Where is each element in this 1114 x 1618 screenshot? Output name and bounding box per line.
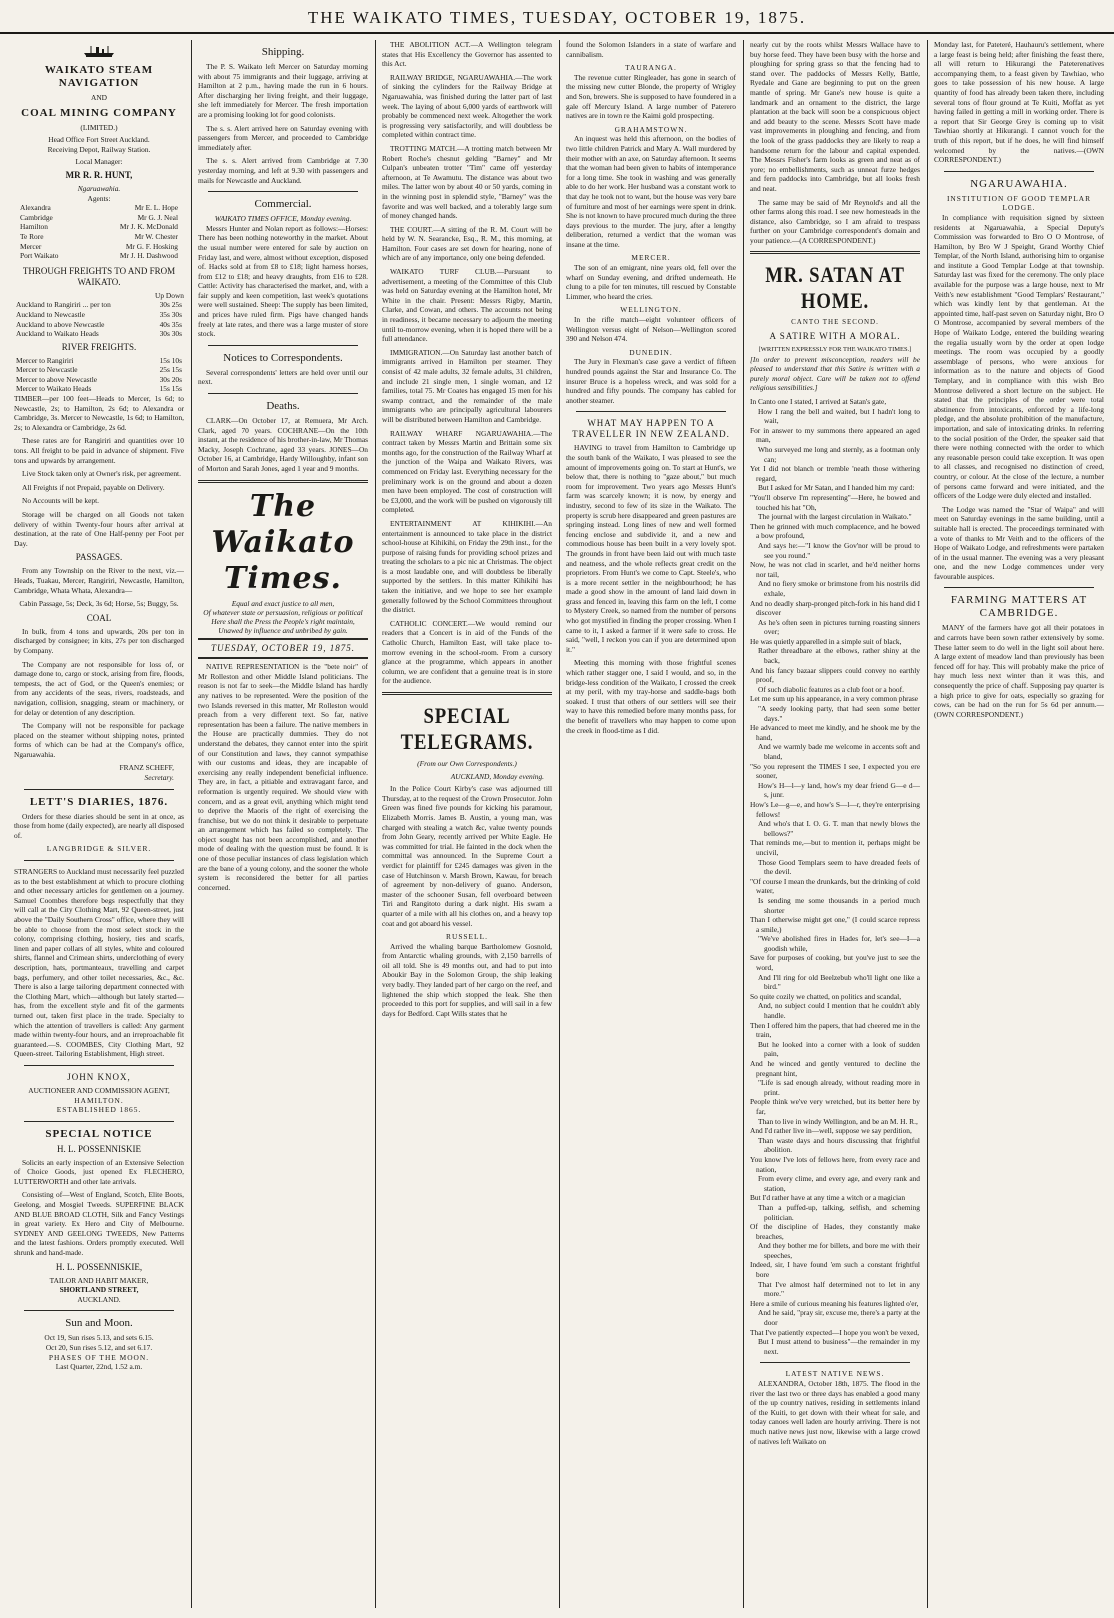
special-notice-title: SPECIAL NOTICE <box>45 1127 153 1140</box>
news-item: RAILWAY WHARF NGARUAWAHIA.—The contract taken by Messrs Martin and Brittain some six months ago, for the construction of the Railway Wharf at the junction of the Waipa and Waikato Rivers, was commenced on Friday last. Everything necessary for the preliminary work is on the ground and about a dozen men have been employed. The cost of construction will be £3,000, and the work will be pushed on vigorously till completed. <box>382 428 552 515</box>
poem-line: Then he grinned with much complacence, and he bowed a bow profound, <box>750 521 920 541</box>
freight-paid-note: All Freights if not Prepaid, payable on Delivery. <box>22 482 165 492</box>
poem-line: But I must attend to business"—the remainder in my next. <box>758 1337 920 1356</box>
column-rule <box>191 40 192 1608</box>
poem-line: Save for purposes of cooking, but you've just to see the word, <box>750 953 920 973</box>
news-item: THE ABOLITION ACT.—A Wellington telegram states that His Excellency the Governor has assented to this Act. <box>382 40 552 69</box>
sun-line: Last Quarter, 22nd, 1.52 a.m. <box>55 1362 143 1372</box>
agent-row: Hamilton Mr J. K. McDonald <box>20 222 178 232</box>
possenniskie-text: Solicits an early inspection of an Extensive Selection of Choice Goods, just opened Ex FLECHERO, LUTTERWORTH and other late arrivals. <box>14 1157 184 1186</box>
poem-line: Yet I did not blanch or tremble 'neath those withering regard, <box>750 464 920 483</box>
news-item: CATHOLIC CONCERT.—We would remind our readers that a Concert is in aid of the Funds of the Catholic Church, Hamilton East, will take place to-morrow evening in the school-room. From a cursory glance at the programme, which appears in another column, we are confident that a genuine treat is in store for the audience. <box>382 618 552 686</box>
column-rule <box>743 40 744 1608</box>
divider <box>944 587 1094 588</box>
agent-row: Cambridge Mr G. J. Neal <box>20 212 178 222</box>
poem-line: How I rang the bell and waited, but I hadn't long to wait, <box>758 406 920 426</box>
poem-line: And his fancy bazaar slippers could convey no earthly proof, <box>750 665 920 685</box>
freight-row: Auckland to Rangiriri ... per ton 30s 25s <box>16 300 182 310</box>
possenniskie-street: SHORTLAND STREET, <box>59 1285 139 1295</box>
auckland-dateline: AUCKLAND, Monday evening. <box>450 771 544 781</box>
leader-article: NATIVE REPRESENTATION is the "bete noir" of Mr Rolleston and other Middle Island politicians. The reason is not far to seek—the Middle Island has hardly any natives to be represented. Were the position of the two Islands reversed in this matter, Mr Rolleston would preach from a very different text. So far, native representation has been a failure. The native members in the House are practically dummies. They do not understand the debates, they cannot enter into the spirit of our Constitution and laws, they cannot sympathise with our customs and ideas, they are incapable of exercising any really independent beneficial influence. They are, in fact, a pitiable and extravagant farce, and reformation is urgently required. We should view with concern, and as a great evil, anything which might tend to deprive the Maoris of the right of exercising the franchise, but we do not think it desirable to perpetuate an arrangement which has failed so completely. The object sought has not been accomplished, and another mode of dealing with the question must be found. It is one of those peculiar instances of class legislation which are the bane of a young colony, and the sooner the whole system is reconsidered the better for all parties concerned. <box>198 662 368 892</box>
divider <box>208 191 358 192</box>
notices-title: Notices to Correspondents. <box>223 351 343 364</box>
deaths-title: Deaths. <box>266 400 300 413</box>
company-title-2: COAL MINING COMPANY <box>21 106 177 119</box>
poem-line: "Of course I mean the drunkards, but the drinking of cold water, <box>750 876 920 896</box>
divider <box>382 692 552 695</box>
poem-line: "So you represent the TIMES I see, I expected you ere sooner, <box>750 761 920 781</box>
poem-line: Is sending me some thousands in a period much shorter <box>758 895 920 915</box>
shipping-item: The s. s. Alert arrived here on Saturday evening with passengers from Mercer, and proceeded to Cambridge immediately after. <box>198 123 368 152</box>
no-accounts-note: No Accounts will be kept. <box>22 496 99 506</box>
deaths-text: CLARK—On October 17, at Remuera, Mr Arch. Clark, aged 70 years. COCHRANE—On the 10th instant, at the residence of his brother-in-law, Mr Thomas Macky, Joseph Cochrane, aged 33 years. JONES—On October 16, at Cambridge, Hardy Willoughby, infant son of Morton and Sarah Jones, aged 1 year and 9 months. <box>198 416 368 473</box>
poem-line: And he said, "pray sir, excuse me, there's a party at the door <box>758 1308 920 1328</box>
column-3 <box>382 40 552 1608</box>
news-item: RAILWAY BRIDGE, NGARUAWAHIA.—The work of sinking the cylinders for the Railway Bridge at Ngaruawahia, was finished during the latter part of last week. The laying of about 6,000 yards of earthwork will probably be commenced next week. Altogether the work is progressing very satisfactorily, and will doubtless be completed within contract time. <box>382 72 552 140</box>
poem-line: As he's often seen in pictures turning roasting sinners over; <box>758 617 920 637</box>
divider <box>198 638 368 640</box>
shipping-title: Shipping. <box>261 46 305 58</box>
sun-moon-title: Sun and Moon. <box>65 1317 133 1330</box>
sun-line: Oct 19, Sun rises 5.13, and sets 6.15. <box>44 1333 154 1343</box>
masthead-title: THE WAIKATO TIMES, TUESDAY, OCTOBER 19, 1875. <box>307 8 807 27</box>
shipping-item: The s. s. Alert arrived from Cambridge at 7.30 yesterday morning, and left at 9.30 with passengers and mails for Newcastle and Auckland. <box>198 156 368 185</box>
news-item: found the Solomon Islanders in a state of warfare and cannibalism. <box>566 40 736 59</box>
news-item: THE COURT.—A sitting of the R. M. Court will be held by W. N. Searancke, Esq., R. M., this morning, at Hamilton. Four cases are set down for hearing, none of which are of any importance, only one being defended. <box>382 224 552 263</box>
paper-nameplate: The Waikato Times. <box>211 488 355 596</box>
not-responsible-text: The Company will not be responsible for package placed on the steamer without shipping notes, printed forms of which can be had at the Company's office, Ngaruawahia. <box>14 721 184 759</box>
ngaruawahia-text: The Lodge was named the "Star of Waipa" and will meet on Saturday evenings in the same building, until a suitable hall is erected. The proceedings terminated with a vote of thanks to Mr Veith and to the officers of the Hope of Waikato Lodge, and refreshments were partaken of in the usual manner. The evening was a very pleasant one, and the new Lodge commences under very favourable auspices. <box>934 504 1104 581</box>
poem-line: And they bother me for billets, and bore me with their speeches, <box>758 1241 920 1260</box>
livestock-note: Live Stock taken only at Owner's risk, per agreement. <box>22 469 181 479</box>
freight-row: Mercer to Rangiriri 15s 10s <box>16 355 182 365</box>
storage-note: Storage will be charged on all Goods not taken delivery of within Twenty-four hours after arrival at destination, at the rate of One Half-penny per Foot per Day. <box>14 510 184 548</box>
mercer-text: The son of an emigrant, nine years old, fell over the wharf on Sunday evening, and drifted underneath. He clung to a pile for ten minutes, till rescued by Constable Limmer, who heard the cries. <box>566 263 736 301</box>
divider <box>208 345 358 346</box>
news-item: TROTTING MATCH.—A trotting match between Mr Robert Roche's chesnut gelding "Barney" and Mr Culpan's unbeaten trotter "Tim" came off yesterday afternoon, at Te Awamutu. The distance was about two miles. The latter won by about 40 or 50 yards, coming in in the winning post in splendid style, "Barney" was the favorite and was well backed, and a tolerably large sum of money changed hands. <box>382 143 552 221</box>
letts-signature: LANGBRIDGE & SILVER. <box>46 844 152 854</box>
secretary-name: FRANZ SCHEFF, <box>119 763 174 773</box>
poem-line: He advanced to meet me kindly, and he shook me by the hand, <box>750 723 920 742</box>
telegrams-title: SPECIAL TELEGRAMS. <box>400 703 534 754</box>
poem-line: Of such diabolic features as a club foot or a hoof. <box>758 684 904 694</box>
poem-line: The journal with the largest circulation in Waikato." <box>758 512 912 522</box>
poem-line: But I asked for Mr Satan, and I handed him my card: <box>758 483 915 493</box>
letts-text: Orders for these diaries should be sent in at once, as those from home (daily expected), are nearly all disposed of. <box>14 811 184 840</box>
issue-date: TUESDAY, OCTOBER 19, 1875. <box>210 642 356 653</box>
column-rule <box>375 40 376 1608</box>
poem-line: That I've patiently expected—I hope you won't be vexed, <box>750 1327 920 1337</box>
poem <box>750 397 920 1356</box>
divider <box>24 860 174 861</box>
knox-name: JOHN KNOX, <box>67 1071 131 1082</box>
column-rule <box>927 40 928 1608</box>
divider <box>198 480 368 483</box>
ngaruawahia-title: NGARUAWAHIA. <box>970 177 1068 190</box>
poem-line: Who surveyed me long and sternly, as a footman only can; <box>758 445 920 464</box>
tauranga-title: TAURANGA. <box>625 63 677 73</box>
dunedin-title: DUNEDIN. <box>629 347 673 357</box>
notices-text: Several correspondents' letters are held over until our next. <box>198 367 368 387</box>
poem-line: But he looked into a corner with a look of sudden pain, <box>758 1039 920 1059</box>
ngaruawahia-text: In compliance with requisition signed by sixteen residents at Ngaruawahia, a Special Deputy's Commission was forwarded to Bro O O Montrose, of Hamilton, by Bro W J Speight, Grand Worthy Chief Templar, of the North Island, authorising him to organise and institute a Good Templar Lodge at that township. Saturday last was fixed for the ceremony. The only place available for the purpose was a large house, next to Mr Veith's new establishment "Good Templars' Restaurant," which was kindly lent by that gentleman. At the appointed time, half-past seven on Saturday night, Bro O O Montrose, accompanied by several members of the Hope of Waikato Lodge, entered the building wearing the regalia usually worn by the order at open lodge meetings. The room was occupied by a goodly assemblage of persons, who were anxious for information as to the nature and objects of Good Templary, and in compliance with this wish Bro Montrose delivered a short lecture on the subject. He stated that the principles of the order were total abstinence from intoxicants, enforced by a life-long pledge, and the absolute prohibition of the manufacture, importation, and sale of intoxicating drinks. In referring to the social position of the Order, the speaker said that there were nothing connected with the order to which any reasonable person could take exception. It was open to all classes, and recognised no distinction of creed, country, or colour. At the close of the lecture, a number of persons came forward and were initiated, and the officers of the Lodge were duly elected and installed. <box>934 212 1104 501</box>
freight-row: Auckland to Waikato Heads 30s 30s <box>16 329 182 339</box>
strangers-ad: STRANGERS to Auckland must necessarily feel puzzled as to the best establishment at which to procure clothing and other necessary articles for gentlemen on a journey. Samuel Coombes therefore begs respectfully that they will call at the City Clothing Mart, 92 Queen-street, just above the "Daily Southern Cross" office, where they will be able to choose from the most select stock in the colony, comprising clothing, hosiery, ties and scarfs, linen and paper collars of all styles, white and coloured shirts, flannel and Crimean shirts, underclothing of every description, hats, portmanteaux, travelling and carpet bags, perfumery, and other toilet necessaries, &c., &c. There is also a large tailoring department connected with the Clothing Mart, which—although but lately started—has, from the excellent style and fit of the garments turned out, taken first place in the trade. Specialty to which the attention of travellers is called: Any garment made within twenty-four hours, and an irreproachable fit guaranteed.—S. COOMBES, City Clothing Mart, 92 Queen-street. Tailoring Establishment, High street. <box>14 867 184 1059</box>
poem-line: "You'll observe I'm representing"—Here, he bowed and touched his hat "Oh, <box>750 492 920 512</box>
freight-row: Mercer to Newcastle 25s 15s <box>16 365 182 375</box>
poem-line: Than I otherwise might get one," (I could scarce repress a smile,) <box>750 915 920 934</box>
column-5 <box>750 40 920 1608</box>
company-title: WAIKATO STEAM NAVIGATION <box>44 64 154 89</box>
rates-note: These rates are for Rangiriri and quantities over 10 tons. All freight to be paid in advance of shipment. Five tons and upwards by arrangement. <box>14 436 184 465</box>
poem-line: And no fiery smoke or brimstone from his nostrils did exhale, <box>758 579 920 598</box>
poem-line: Of the discipline of Hades, they constantly make breaches, <box>750 1222 920 1241</box>
divider <box>24 1310 174 1311</box>
possenniskie-name-2: H. L. POSSENNISKIE, <box>55 1261 143 1272</box>
poem-line: You know I've lots of fellows here, from every race and nation, <box>750 1154 920 1174</box>
secretary-title: Secretary. <box>144 773 174 783</box>
river-freights-title: RIVER FREIGHTS. <box>61 341 137 352</box>
column-6 <box>934 40 1104 1608</box>
mercer-title: MERCER. <box>631 253 671 263</box>
russell-title: RUSSELL. <box>446 932 488 942</box>
wellington-text: In the rifle match—eight volunteer officers of Wellington versus eight of Nelson—Wellington scored 390 and Nelson 474. <box>566 315 736 344</box>
divider <box>24 1065 174 1066</box>
poem-line: And who's that I. O. G. T. man that newly blows the bellows?" <box>758 819 920 838</box>
receiving-depot: Receiving Depot, Railway Station. <box>47 144 151 154</box>
poem-line: He was quietly apparelled in a simple suit of black, <box>750 636 902 646</box>
cabin-fares: Cabin Passage, 5s; Deck, 3s 6d; Horse, 5s; Buggy, 5s. <box>19 599 179 609</box>
sun-line: Oct 20, Sun rises 5.12, and set 6.17. <box>45 1343 153 1352</box>
columns <box>14 40 1104 1608</box>
satan-note: [In order to prevent misconception, readers will be pleased to understand that this Satire is written with a purely moral object. Care will be taken not to offend religious sensibilities.] <box>750 354 920 393</box>
commercial-office: WAIKATO TIMES OFFICE, Monday evening. <box>214 214 352 224</box>
freight-row: Mercer to above Newcastle 30s 20s <box>16 374 182 384</box>
grahamstown-text: An inquest was held this afternoon, on the bodies of two little children Patrick and Mary A. Wall murdered by their mother with an axe, on Saturday afternoon. It seems that the woman had been given to habits of intemperance for a long time. She took in washing and was generally able to do her work. Her husband was a constant work to that day he took not to want, but the house was very bare of furniture and most of her earnings were spent in drink. She is not known to have procured much during the three days previous to the murder. The jury, after a lengthy deliberation, returned a verdict that the woman was insane at the time. <box>566 134 736 249</box>
telegram-text: In the Police Court Kirby's case was adjourned till Thursday, at to the request of the Crown Prosecutor. John Green was fined five pounds for kicking his paramour, Elizabeth Morris. James B. Austin, a young man, was charged with stealing a watch &c, value twenty pounds from John Geary, recently arrived per White Eagle. He was committed for trial. He fainted in the dock when the committal was announced. In the Supreme Court a verdict for plaintiff for £245 damages was given in the case of Hutchinson v. Marsh Brown, Kawau, for breach of agreement by non-delivery of guano. Anderson, master of the schooner Susan, fell overboard between Tiri and Rangitoto during a dark night. His swam a quarter of a mile with all his clothes on, and a heavy top coat and got aboard his vessel. <box>382 784 552 928</box>
motto-line: Of whatever state or persuasion, religious or political <box>203 607 363 617</box>
timber-rates: TIMBER—per 100 feet—Heads to Mercer, 1s 6d; to Newcastle, 2s; to Hamilton, 2s 6d; to Alexandra or Cambridge, 3s. Mercer to Newcastle, 1s 6d; to Hamilton, 2s; to Alexandra or Cambridge, 2s 6d. <box>14 394 184 432</box>
poem-line: How's Le—g—e, and how's S—l—r, they're enterprising fellows! <box>750 799 920 819</box>
divider <box>24 789 174 790</box>
coal-title: COAL <box>86 612 112 623</box>
freight-row: Auckland to Newcastle 35s 30s <box>16 309 182 319</box>
traveller-text: Meeting this morning with those frightful scenes which rather stagger one, I said I would, and so, in the bridge-less condition of the Waikato, I crossed the creek at my peril, with my tray-horse and saddle-bags both soaked. I trust that others of our settlers will see their way to have this remedied before many months pass, for the benefit of travellers who may happen to come upon the creek in flood-time as I did. <box>566 658 736 735</box>
motto-line: Here shall the Press the People's right maintain, <box>211 616 355 626</box>
poem-line: Those Good Templars seem to have dreaded feels of the devil. <box>758 857 920 877</box>
farming-title: FARMING MATTERS AT CAMBRIDGE. <box>950 594 1088 620</box>
poem-line: Then I offered him the papers, that had cheered me in the train, <box>750 1020 920 1040</box>
knox-title: AUCTIONEER AND COMMISSION AGENT, <box>28 1085 170 1095</box>
agent-row: Port Waikato Mr J. H. Dashwood <box>20 251 178 261</box>
sun-line: PHASES OF THE MOON. <box>48 1352 150 1362</box>
divider <box>24 1121 174 1122</box>
freights-cols: Up Down <box>155 290 184 300</box>
knox-place: HAMILTON. <box>74 1095 124 1105</box>
grahamstown-title: GRAHAMSTOWN. <box>614 124 688 134</box>
poem-line: Here a smile of curious meaning his features lighted o'er, <box>750 1298 919 1308</box>
telegrams-subtitle: (From our Own Correspondents.) <box>417 759 517 768</box>
dunedin-text: The Jury in Flexman's case gave a verdict of fifteen hundred pounds against the Star and Insurance Co. The insurer Bruce is a hopeless wreck, and was sold for a hundred and fifty pounds. The company has cabled for another steamer. <box>566 357 736 405</box>
poem-line: Than a puffed-up, talking, selfish, and scheming politician. <box>758 1202 920 1222</box>
shipping-item: The P. S. Waikato left Mercer on Saturday morning with about 75 immigrants and their luggage, arriving at Hamilton at 2 p.m., having made the run in 6 hours. After discharging her living freight, and their luggage, she left immediately for Mercer. The fresh importation are a promising looking lot for good colonists. <box>198 62 368 119</box>
commercial-text: Messrs Hunter and Nolan report as follows:—Horses: There has been nothing noteworthy in the market. About the usual number were entered for sale by auction on Friday last, and were, almost without exception, disposed of. Hacks sold at from £8 to £18; light harness horses, from £12 to £18; and heavy draughts, from £16 to £28. Cattle: Activity has characterised the market, and, with a fair supply and keen competition, last week's quotations were well sustained. Sheep: The supply has been limited, and prices have ruled firm. Pigs have changed hands freely at late rates, and there was a large muster of store stock. <box>198 223 368 339</box>
motto-line: Equal and exact justice to all men, <box>231 598 335 608</box>
possenniskie-goods: Consisting of—West of England, Scotch, Elite Boots, Geelong, and Mosgiel Tweeds. SUPERFINE BLACK AND BLUE BROAD CLOTH, Silk and Fancy Vestings in great variety. Ex Hero and City of Melbourne. SYDNEY AND GEELONG TWEEDS, New Patterns and the latest fashions. Orders promptly executed. Well shrunk and hand-made. <box>14 1190 184 1258</box>
freight-row: Mercer to Waikato Heads 15s 15s <box>16 384 182 394</box>
motto-line: Unawed by influence and unbribed by gain. <box>218 625 348 635</box>
coal-text: In bulk, from 4 tons and upwards, 20s per ton in discharged by consignee; in kits, 27s per ton discharged by Company. <box>14 626 184 655</box>
divider <box>944 171 1094 172</box>
poem-line: And he winced and gently ventured to decline the pregnant hint, <box>750 1059 920 1078</box>
satan-canto: CANTO THE SECOND. <box>791 318 879 327</box>
agent-row: Mercer Mr G. F. Hosking <box>20 241 178 251</box>
head-office: Head Office Fort Street Auckland. <box>48 135 150 145</box>
poem-line: "Life is sad enough already, without reading more in print. <box>758 1078 920 1097</box>
page-masthead <box>0 8 1114 34</box>
divider <box>576 411 726 412</box>
poem-line: "A seedy looking party, that had seen some better days." <box>758 704 920 723</box>
column-4 <box>566 40 736 1608</box>
poem-line: And no deadly sharp-pronged pitch-fork in his hand did I discover <box>750 598 920 618</box>
poem-line: How's H—l—y land, how's my dear friend G—e d—s, junr. <box>758 780 920 800</box>
satan-written: [WRITTEN EXPRESSLY FOR THE WAIKATO TIMES.] <box>758 346 912 354</box>
divider <box>208 393 358 394</box>
news-item: The same may be said of Mr Reynold's and all the other farms along this road. I see new homesteads in the distance, also Cambridge, so I am afraid to trespass further on your Cambridge correspondent's domain and your patience.—(A CORRESPONDENT.) <box>750 197 920 245</box>
poem-line: That reminds me,—but to mention it, perhaps might be uncivil, <box>750 838 920 857</box>
tauranga-text: The revenue cutter Ringleader, has gone in search of the missing new cutter Blonde, the property of Wrigley and Son, brewers. She is supposed to have foundered in a gale off Mercury Island. A large number of Paterero natives are in town re the Kaimi gold prospecting. <box>566 72 736 121</box>
agents-list <box>14 203 184 261</box>
news-item: ENTERTAINMENT AT KIHIKIHI.—An entertainment is announced to take place in the district school-house at Kihikihi, on Friday the 29th inst., for the purpose of raising funds for providing school prizes and treating the scholars to a pic nic at Christmas. The object is a most laudable one, and will doubtless be liberally supported by the settlers. In this matter Kihikihi has taken the initiative, and we hope to see her example generally followed by the School Committees throughout the district. <box>382 518 552 615</box>
letts-title: LETT'S DIARIES, 1876. <box>29 795 169 808</box>
poem-line: Let me sum up his appearance, in a very common phrase <box>750 694 919 704</box>
knox-established: ESTABLISHED 1865. <box>56 1105 142 1115</box>
poem-line: For in answer to my summons there appeared an aged man, <box>750 425 920 445</box>
poem-line: Than to live in windy Wellington, and be an M. H. R., <box>758 1116 918 1126</box>
poem-line: And says he:—"I know the Gov'nor will be proud to see you round." <box>758 540 920 560</box>
freight-row: Auckland to above Newcastle 40s 35s <box>16 319 182 329</box>
column-1 <box>14 40 184 1608</box>
poem-line: And we warmly bade me welcome in accents soft and bland, <box>758 742 920 761</box>
possenniskie-name: H. L. POSSENNISKIE <box>56 1143 141 1154</box>
poem-line: That I've almost half determined not to let in any more." <box>758 1279 920 1299</box>
freights-title: THROUGH FREIGHTS TO AND FROM WAIKATO. <box>22 265 176 287</box>
poem-line: "We've abolished fires in Hades for, let's see—I—a goodish while, <box>758 934 920 953</box>
news-item: IMMIGRATION.—On Saturday last another batch of immigrants arrived in Hamilton per steamer. They consist of 42 male adults, 32 female adults, 31 children, and include 21 single men, 1 single woman, and 12 families, total 75. Mr Coates has engaged 15 men for his swamp contract, and the remainder of the male immigrants who are principally agricultural labourers will be distributed between Hamilton and Cambridge. <box>382 347 552 424</box>
news-item: Monday last, for Pateteré, Hauhauru's settlement, where a large feast is being held; after finishing the feast there, all will return to Hikurangi the Pateterenatives accompanying them, to a feast given by Tawhiao, who goes to take possession of his new house. A large quantity of food has already been taken there, including several tons of flour ground at Te Kuiti, Moffat as yet having failed in getting a mill in working order. There is a report that Sir George Grey is coming up to visit Tawhiao shortly at Hikurangi. I cannot vouch for the truth of this report, but if he does, he will find himself welcomed by the natives.—(OWN CORRESPONDENT.) <box>934 40 1104 165</box>
passages-title: PASSAGES. <box>75 552 123 563</box>
company-and: AND <box>90 93 107 102</box>
poem-line: Indeed, sir, I have found 'em such a constant frightful bore <box>750 1260 920 1280</box>
divider <box>750 251 920 254</box>
agent-row: Alexandra Mr E. L. Hope <box>20 203 178 213</box>
poem-line: From every clime, and every age, and every rank and station, <box>758 1174 920 1193</box>
divider <box>198 657 368 659</box>
column-rule <box>559 40 560 1608</box>
poem-line: Rather threadbare at the elbows, rather shiny at the back, <box>758 646 920 666</box>
wellington-title: WELLINGTON. <box>620 305 682 315</box>
poem-line: And I'd rather live in—well, suppose we say perdition, <box>750 1126 912 1136</box>
poem-line: But I'd rather have at any time a witch or a magician <box>750 1193 906 1203</box>
local-manager-place: Ngaruawahia. <box>77 183 121 193</box>
company-limited: (LIMITED.) <box>80 122 118 132</box>
poem-line: Now, he was not clad in scarlet, and he'd neither horns nor tail, <box>750 560 920 579</box>
poem-line: Than waste days and hours discussing that frightful abolition. <box>758 1135 920 1155</box>
agent-row: Te Rore Mr W. Chester <box>20 231 178 241</box>
traveller-text: HAVING to travel from Hamilton to Cambridge up the south bank of the Waikato, I was pleased to see the amount of improvements going on. To start at Hunt's, we below that, there is nothing to "gaze about," but much room for improvement. Two years ago Messrs Hunt's farm was scarcely known; it is now, by energy and industry, second to few of its size in the Waikato. The property is scrub here disappeared and green pastures are springing instead. Long lines of new and well formed fencing enclose and subdivide it, and a new and commodious house has been built in a very lovely spot. The grounds in front have been laid out with much taste and neatness, and the whole reflects great credit on the proprietors. From Hunt's we come to Capt. Steele's, who is a more recent settler in the neighbourhood; he has made a good show in the amount of land laid down in grass and fenced in, leaving this farm on the left, I come to Mystery Creek, so named from the number of persons who got mystified in finding the proper crossing. When I came to it, I asked a farmer if it were safe to cross. He said, "well, I reckon you can if you are determined upon it." <box>566 443 736 654</box>
steamship-icon <box>82 44 116 60</box>
poem-line: In Canto one I stated, I arrived at Satan's gate, <box>750 397 887 407</box>
poem-line: And I'll ring for old Beelzebub who'll light one like a bird." <box>758 972 920 992</box>
poem-line: People think we've very wretched, but its better here by far, <box>750 1097 920 1116</box>
liability-text: The Company are not responsible for loss of, or damage done to, cargo or stock, arising from fire, floods, tempests, the act of God, or the Queen's enemies; or from any accidents of the seas, rivers, roadsteads, and navigation, collision, snagging, steam or machinery, or for delay or detention of any description. <box>14 659 184 717</box>
native-news-title: LATEST NATIVE NEWS. <box>785 1369 885 1379</box>
poem-line: And, no subject could I mention that he couldn't ably handle. <box>758 1001 920 1021</box>
news-item: nearly cut by the roots whilst Messrs Wallace have to buy horse feed. They have been busy with the horse and ploughing for spring grass so that the fencing had to stand over. The paddocks of Messrs Kelly, Battle, Ryedale and Gane are beginning to put on the green mantle of spring. Mr Gane's new house is quite a landmark and an ornament to the district, the large plantation at the back will soon be a conspicuous object and add beauty to the scene. Messrs Scott have made vast improvements in ploughing and fencing, and from the look of the grass paddocks they are likely to reap a handsome return for the labour and capital expended. The Messrs Fisher's farm looks as green and neat as of yore; no embellishments, such as unneat furze hedges and fern paddocks into Cambridge, but all looks fresh and neat. <box>750 40 920 193</box>
traveller-title: WHAT MAY HAPPEN TO A TRAVELLER IN NEW ZEALAND. <box>572 418 730 440</box>
satan-subtitle: A SATIRE WITH A MORAL. <box>769 331 901 342</box>
satan-title: MR. SATAN AT HOME. <box>765 262 905 314</box>
poem-line: So quite cozily we chatted, on politics and scandal, <box>750 991 902 1001</box>
passages-text: From any Township on the River to the next, viz.—Heads, Tuakau, Mercer, Rangiriri, Newcastle, Hamilton, Cambridge, Whata Whata, Alexandra— <box>14 566 184 595</box>
commercial-title: Commercial. <box>254 198 312 211</box>
agents-label: Agents: <box>87 193 111 203</box>
possenniskie-trade: TAILOR AND HABIT MAKER, <box>49 1275 149 1285</box>
divider <box>760 1362 910 1363</box>
news-item: WAIKATO TURF CLUB.—Pursuant to advertisement, a meeting of the Committee of this Club was held on Saturday evening at the Hamilton hotel, Mr White in the chair. Present: Messrs Rigby, Martin, Clarke, and Cowan, and others. The accounts not being in readiness, it became necessary to adjourn the meeting until to-morrow evening, when it is hoped there will be a full attendance. <box>382 267 552 344</box>
native-news-text: ALEXANDRA, October 18th, 1875. The flood in the river the last two or three days has enabled a good many of the up country natives, residing in settlements inland of the Kuiti, to get down with their wheat for sale, and today canoes well laden are hourly arriving. There is not much native news just now, likewise with a large crowd of natives left Waikato on <box>750 1379 920 1446</box>
possenniskie-city: AUCKLAND. <box>77 1294 121 1304</box>
local-manager-label: Local Manager: <box>75 157 123 167</box>
local-manager: MR R. R. HUNT, <box>65 169 133 180</box>
farming-text: MANY of the farmers have got all their potatoes in and carrots have been sown rather extensively by some. These latter seem to do well in the light soil about here. A large extent of meadow land than previously has been fenced off for hay. This will probably make the price of hay much less next winter than it was this, and consequently the price of chaff. Supposing pay quarter is a high price to give for oats, especially so grazing for cows, can be had on the run for 5s 6d per annum.—(OWN CORRESPONDENT.) <box>934 623 1104 719</box>
column-2 <box>198 40 368 1608</box>
ngaruawahia-subtitle: INSTITUTION OF GOOD TEMPLAR LODGE. <box>946 193 1092 213</box>
russell-text: Arrived the whaling barque Bartholomew Gosnold, from Antarctic whaling grounds, with 2,150 barrells of oil all told. She is 49 months out, and had to put into Aboukir Bay in the Solomon Group, the ship leaking very badly. They landed part of her cargo on the reef, and lightened the ship which stopped the leak. She then proceeded to this port for supplies, and will sail in a few days for Bedford. Capt Wills states that he <box>382 941 552 1018</box>
